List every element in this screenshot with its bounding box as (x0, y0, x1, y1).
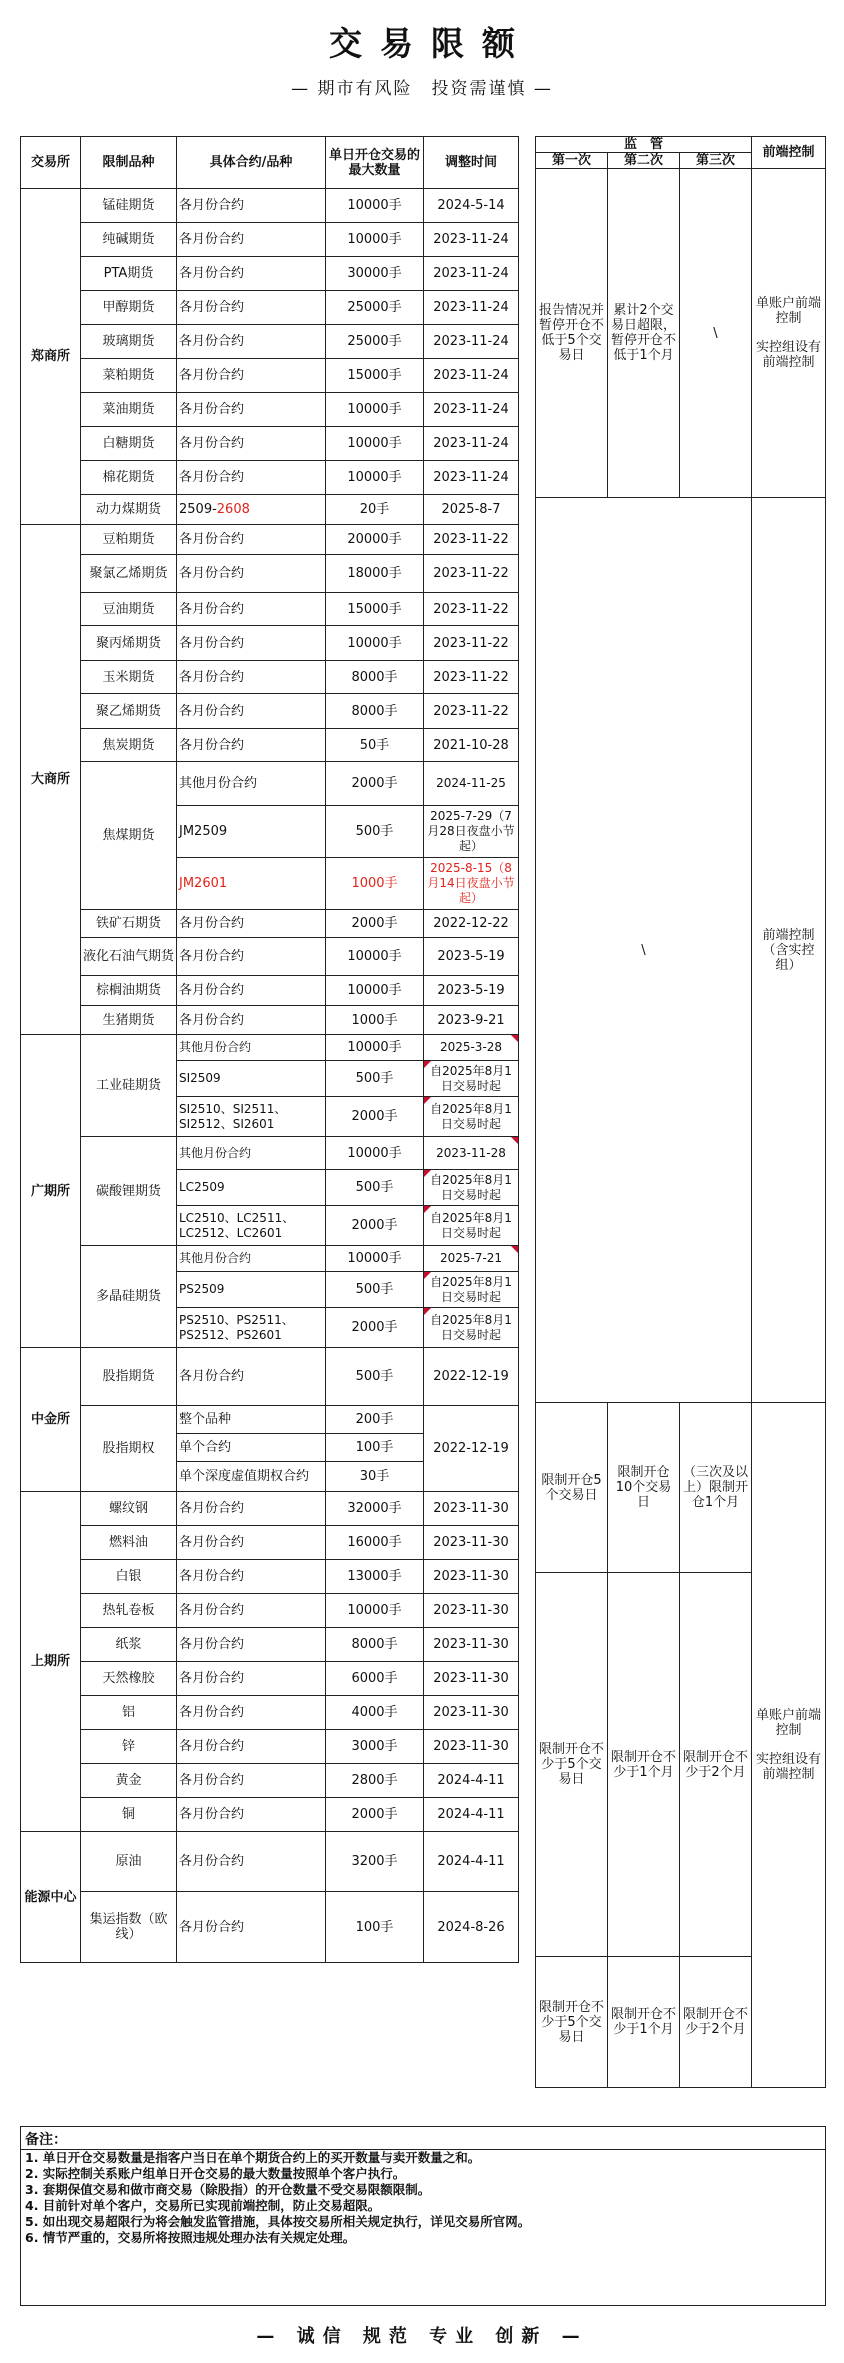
daily-limit: 500手 (326, 1170, 424, 1206)
zce-front-control (752, 169, 826, 498)
adjust-date: 2024-11-25 (424, 762, 519, 806)
note-item: 3. 套期保值交易和做市商交易（除股指）的开仓数量不受交易限额限制。 (25, 2182, 431, 2197)
contract-name: 各月份合约 (177, 427, 326, 461)
product-name: PTA期货 (81, 257, 177, 291)
table-row (21, 762, 519, 806)
table-row (21, 694, 519, 729)
exchange-ine: 能源中心 (21, 1832, 81, 1963)
table-row (21, 1560, 519, 1594)
table-row (21, 525, 519, 555)
shfe-first-offense: 限制开仓不少于5个交易日 (536, 1573, 608, 1957)
product-name: 棉花期货 (81, 461, 177, 495)
adjust-date: 2023-11-24 (424, 393, 519, 427)
adjust-date: 2025-3-28 (424, 1035, 519, 1061)
contract-name: PS2510、PS2511、PS2512、PS2601 (177, 1308, 326, 1348)
contract-name: 各月份合约 (177, 189, 326, 223)
first-offense-header: 第一次 (536, 153, 608, 169)
contract-end-highlight: 2608 (216, 502, 250, 517)
product-name: 原油 (81, 1832, 177, 1892)
contract-name: 各月份合约 (177, 1730, 326, 1764)
table-row (21, 427, 519, 461)
adjust-date: 2024-5-14 (424, 189, 519, 223)
daily-limit: 2000手 (326, 1308, 424, 1348)
product-name: 热轧卷板 (81, 1594, 177, 1628)
limits-table-body (21, 137, 519, 1963)
adjust-date: 2023-11-30 (424, 1628, 519, 1662)
contract-name: 各月份合约 (177, 1764, 326, 1798)
contract-name: 各月份合约 (177, 1492, 326, 1526)
product-name: 碳酸锂期货 (81, 1137, 177, 1246)
adjust-date: 自2025年8月1日交易时起 (424, 1170, 519, 1206)
daily-limit: 30手 (326, 1462, 424, 1492)
contract-name: 其他月份合约 (177, 762, 326, 806)
daily-limit: 30000手 (326, 257, 424, 291)
adjust-date: 2022-12-19 (424, 1348, 519, 1406)
table-row (21, 1832, 519, 1892)
contract-name: 各月份合约 (177, 291, 326, 325)
cffex-second-offense: 限制开仓10个交易日 (608, 1403, 680, 1573)
exchange-dce: 大商所 (21, 525, 81, 1035)
daily-limit: 2800手 (326, 1764, 424, 1798)
product-name: 铝 (81, 1696, 177, 1730)
contract-name: 各月份合约 (177, 1798, 326, 1832)
daily-limit: 500手 (326, 1061, 424, 1097)
product-name: 白银 (81, 1560, 177, 1594)
table-row (21, 461, 519, 495)
daily-limit: 10000手 (326, 1246, 424, 1272)
daily-limit: 2000手 (326, 762, 424, 806)
adjust-date: 2024-4-11 (424, 1832, 519, 1892)
product-name: 股指期权 (81, 1406, 177, 1492)
adjust-date: 自2025年8月1日交易时起 (424, 1061, 519, 1097)
adjust-date: 2023-11-22 (424, 661, 519, 694)
product-name: 豆油期货 (81, 593, 177, 626)
contract-name: 各月份合约 (177, 661, 326, 694)
daily-limit: 10000手 (326, 626, 424, 661)
product-name: 菜油期货 (81, 393, 177, 427)
daily-limit: 4000手 (326, 1696, 424, 1730)
adjust-date: 2023-11-30 (424, 1492, 519, 1526)
product-name: 聚氯乙烯期货 (81, 555, 177, 593)
table-row (21, 359, 519, 393)
daily-limit: 10000手 (326, 1137, 424, 1170)
daily-limit: 25000手 (326, 325, 424, 359)
contract-name: 各月份合约 (177, 461, 326, 495)
column-header: 具体合约/品种 (177, 137, 326, 189)
adjust-date: 2024-4-11 (424, 1764, 519, 1798)
contract-name: 各月份合约 (177, 1560, 326, 1594)
product-name: 甲醇期货 (81, 291, 177, 325)
contract-name: JM2509 (177, 806, 326, 858)
daily-limit: 1000手 (326, 858, 424, 910)
note-item: 5. 如出现交易超限行为将会触发监管措施，具体按交易所相关规定执行，详见交易所官网。 (25, 2214, 531, 2229)
table-row (21, 1594, 519, 1628)
adjust-date: 2023-11-24 (424, 223, 519, 257)
product-name: 动力煤期货 (81, 495, 177, 525)
adjust-date: 2023-11-24 (424, 427, 519, 461)
adjust-date: 2025-8-15（8月14日夜盘小节起） (424, 858, 519, 910)
adjust-date: 2025-7-29（7月28日夜盘小节起） (424, 806, 519, 858)
contract-name: 各月份合约 (177, 938, 326, 976)
note-item: 4. 目前针对单个客户，交易所已实现前端控制，防止交易超限。 (25, 2198, 381, 2213)
adjust-date: 自2025年8月1日交易时起 (424, 1097, 519, 1137)
contract-name: 各月份合约 (177, 1892, 326, 1963)
daily-limit: 10000手 (326, 976, 424, 1006)
column-header: 调整时间 (424, 137, 519, 189)
product-name: 燃料油 (81, 1526, 177, 1560)
contract-name: 各月份合约 (177, 525, 326, 555)
adjust-date: 自2025年8月1日交易时起 (424, 1206, 519, 1246)
table-row (21, 1730, 519, 1764)
product-name: 聚乙烯期货 (81, 694, 177, 729)
product-name: 集运指数（欧线） (81, 1892, 177, 1963)
cffex-first-offense: 限制开仓5个交易日 (536, 1403, 608, 1573)
table-row (21, 325, 519, 359)
adjust-date: 2023-11-30 (424, 1730, 519, 1764)
contract-name: 各月份合约 (177, 729, 326, 762)
daily-limit: 8000手 (326, 1628, 424, 1662)
product-name: 白糖期货 (81, 427, 177, 461)
contract-name: 各月份合约 (177, 223, 326, 257)
zce-second-offense: 累计2个交易日超限，暂停开仓不低于1个月 (608, 169, 680, 498)
table-row (21, 291, 519, 325)
contract-name (177, 495, 326, 525)
shfe-third-offense: 限制开仓不少于2个月 (680, 1573, 752, 1957)
adjust-date: 2023-11-22 (424, 525, 519, 555)
contract-name: 各月份合约 (177, 1662, 326, 1696)
table-row (21, 1696, 519, 1730)
table-row (21, 938, 519, 976)
adjust-date: 2021-10-28 (424, 729, 519, 762)
product-name: 焦煤期货 (81, 762, 177, 910)
exchange-shfe: 上期所 (21, 1492, 81, 1832)
product-name: 铁矿石期货 (81, 910, 177, 938)
table-row (21, 223, 519, 257)
note-item: 1. 单日开仓交易数量是指客户当日在单个期货合约上的买开数量与卖开数量之和。 (25, 2150, 481, 2165)
product-name: 豆粕期货 (81, 525, 177, 555)
table-row (21, 1246, 519, 1272)
adjust-date: 2025-7-21 (424, 1246, 519, 1272)
contract-name: 各月份合约 (177, 593, 326, 626)
contract-name: LC2510、LC2511、LC2512、LC2601 (177, 1206, 326, 1246)
contract-start: 2509- (179, 502, 217, 517)
table-row (21, 1526, 519, 1560)
daily-limit: 20000手 (326, 525, 424, 555)
exchange-gfex: 广期所 (21, 1035, 81, 1348)
adjust-date: 2023-11-22 (424, 626, 519, 661)
contract-name: 各月份合约 (177, 626, 326, 661)
daily-limit: 2000手 (326, 910, 424, 938)
contract-name: 各月份合约 (177, 910, 326, 938)
adjust-date: 2023-11-30 (424, 1662, 519, 1696)
daily-limit: 500手 (326, 806, 424, 858)
zce-third-offense: \ (680, 169, 752, 498)
lower-front-control-b: 实控组设有前端控制 (755, 1752, 821, 1782)
adjust-date: 2023-11-24 (424, 359, 519, 393)
contract-name: SI2509 (177, 1061, 326, 1097)
adjust-date: 2023-11-24 (424, 461, 519, 495)
daily-limit: 3200手 (326, 1832, 424, 1892)
table-row (21, 593, 519, 626)
daily-limit: 6000手 (326, 1662, 424, 1696)
adjust-date: 2022-12-19 (424, 1406, 519, 1492)
second-offense-header: 第二次 (608, 153, 680, 169)
daily-limit: 50手 (326, 729, 424, 762)
product-name: 工业硅期货 (81, 1035, 177, 1137)
table-row (21, 1348, 519, 1406)
contract-name: LC2509 (177, 1170, 326, 1206)
table-row (21, 976, 519, 1006)
adjust-date: 2023-5-19 (424, 938, 519, 976)
adjust-date: 2025-8-7 (424, 495, 519, 525)
product-name: 纸浆 (81, 1628, 177, 1662)
table-row (21, 1137, 519, 1170)
table-row (21, 1764, 519, 1798)
table-row (21, 137, 519, 189)
daily-limit: 15000手 (326, 593, 424, 626)
contract-name: 其他月份合约 (177, 1246, 326, 1272)
product-name: 多晶硅期货 (81, 1246, 177, 1348)
daily-limit: 100手 (326, 1892, 424, 1963)
adjust-date: 自2025年8月1日交易时起 (424, 1308, 519, 1348)
product-name: 棕榈油期货 (81, 976, 177, 1006)
table-row (21, 495, 519, 525)
contract-name: 各月份合约 (177, 1526, 326, 1560)
daily-limit: 2000手 (326, 1798, 424, 1832)
product-name: 锰硅期货 (81, 189, 177, 223)
regulation-table (535, 136, 826, 2088)
contract-name: 各月份合约 (177, 359, 326, 393)
product-name: 玻璃期货 (81, 325, 177, 359)
daily-limit: 3000手 (326, 1730, 424, 1764)
daily-limit: 2000手 (326, 1097, 424, 1137)
daily-limit: 10000手 (326, 427, 424, 461)
contract-name: 各月份合约 (177, 393, 326, 427)
daily-limit: 16000手 (326, 1526, 424, 1560)
table-row (21, 729, 519, 762)
adjust-date: 2023-11-22 (424, 694, 519, 729)
daily-limit: 10000手 (326, 223, 424, 257)
footer-slogan: — 诚信 规范 专业 创新 — (256, 2326, 588, 2347)
third-offense-header: 第三次 (680, 153, 752, 169)
notes-heading: 备注： (21, 2127, 825, 2150)
daily-limit: 500手 (326, 1348, 424, 1406)
contract-name: 各月份合约 (177, 1696, 326, 1730)
adjust-date: 2023-11-22 (424, 593, 519, 626)
table-row (21, 1892, 519, 1963)
note-item: 2. 实际控制关系账户组单日开仓交易的最大数量按照单个客户执行。 (25, 2166, 406, 2181)
daily-limit: 200手 (326, 1406, 424, 1434)
daily-limit: 10000手 (326, 1594, 424, 1628)
table-row (21, 1035, 519, 1061)
product-name: 液化石油气期货 (81, 938, 177, 976)
contract-name: 整个品种 (177, 1406, 326, 1434)
adjust-date: 2023-11-24 (424, 325, 519, 359)
lower-front-control (752, 1403, 826, 2088)
dce-gfex-supervision: \ (536, 498, 752, 1403)
table-row (21, 910, 519, 938)
product-name: 生猪期货 (81, 1006, 177, 1035)
ine-first-offense: 限制开仓不少于5个交易日 (536, 1957, 608, 2088)
product-name: 菜粕期货 (81, 359, 177, 393)
adjust-date: 2023-11-24 (424, 291, 519, 325)
contract-name: 各月份合约 (177, 257, 326, 291)
column-header: 交易所 (21, 137, 81, 189)
table-row (21, 555, 519, 593)
adjust-date: 2023-9-21 (424, 1006, 519, 1035)
lower-front-control-a: 单账户前端控制 (755, 1708, 821, 1738)
daily-limit: 10000手 (326, 461, 424, 495)
adjust-date: 2023-11-30 (424, 1696, 519, 1730)
daily-limit: 13000手 (326, 1560, 424, 1594)
contract-name: 各月份合约 (177, 1628, 326, 1662)
daily-limit: 500手 (326, 1272, 424, 1308)
daily-limit: 8000手 (326, 694, 424, 729)
contract-name: 各月份合约 (177, 1348, 326, 1406)
contract-name: SI2510、SI2511、SI2512、SI2601 (177, 1097, 326, 1137)
adjust-date: 2022-12-22 (424, 910, 519, 938)
notes-box (20, 2126, 826, 2306)
page-title: 交易限额 (329, 24, 533, 63)
daily-limit: 25000手 (326, 291, 424, 325)
note-item: 6. 情节严重的，交易所将按照违规处理办法有关规定处理。 (25, 2230, 356, 2245)
zce-front-control-a: 单账户前端控制 (755, 296, 821, 326)
daily-limit: 10000手 (326, 1035, 424, 1061)
daily-limit: 10000手 (326, 938, 424, 976)
daily-limit: 10000手 (326, 393, 424, 427)
product-name: 聚丙烯期货 (81, 626, 177, 661)
page-subtitle: — 期市有风险 投资需谨慎 — (291, 79, 553, 99)
adjust-date: 2023-11-30 (424, 1526, 519, 1560)
product-name: 焦炭期货 (81, 729, 177, 762)
table-row (21, 1006, 519, 1035)
adjust-date: 2023-11-28 (424, 1137, 519, 1170)
front-control-header: 前端控制 (752, 137, 826, 169)
adjust-date: 2023-11-30 (424, 1560, 519, 1594)
product-name: 螺纹钢 (81, 1492, 177, 1526)
table-row (21, 626, 519, 661)
adjust-date: 2024-4-11 (424, 1798, 519, 1832)
adjust-date: 2024-8-26 (424, 1892, 519, 1963)
adjust-date: 2023-5-19 (424, 976, 519, 1006)
table-row (21, 393, 519, 427)
table-row (21, 257, 519, 291)
contract-name: JM2601 (177, 858, 326, 910)
contract-name: 各月份合约 (177, 1594, 326, 1628)
contract-name: 各月份合约 (177, 555, 326, 593)
adjust-date: 2023-11-22 (424, 555, 519, 593)
column-header: 限制品种 (81, 137, 177, 189)
table-row (21, 189, 519, 223)
ine-third-offense: 限制开仓不少于2个月 (680, 1957, 752, 2088)
daily-limit: 1000手 (326, 1006, 424, 1035)
contract-name: 单个合约 (177, 1434, 326, 1462)
cffex-third-offense: （三次及以上）限制开仓1个月 (680, 1403, 752, 1573)
table-row (21, 1406, 519, 1434)
product-name: 黄金 (81, 1764, 177, 1798)
product-name: 玉米期货 (81, 661, 177, 694)
exchange-cffex: 中金所 (21, 1348, 81, 1492)
table-row (21, 1662, 519, 1696)
table-row (21, 1628, 519, 1662)
daily-limit: 2000手 (326, 1206, 424, 1246)
contract-name: 其他月份合约 (177, 1035, 326, 1061)
exchange-zce: 郑商所 (21, 189, 81, 525)
contract-name: 各月份合约 (177, 1006, 326, 1035)
product-name: 纯碱期货 (81, 223, 177, 257)
product-name: 天然橡胶 (81, 1662, 177, 1696)
product-name: 锌 (81, 1730, 177, 1764)
product-name: 股指期货 (81, 1348, 177, 1406)
daily-limit: 15000手 (326, 359, 424, 393)
adjust-date: 2023-11-30 (424, 1594, 519, 1628)
product-name: 铜 (81, 1798, 177, 1832)
contract-name: 各月份合约 (177, 694, 326, 729)
zce-front-control-b: 实控组设有前端控制 (755, 340, 821, 370)
table-row (21, 661, 519, 694)
daily-limit: 20手 (326, 495, 424, 525)
dce-gfex-front-control: 前端控制（含实控组） (752, 498, 826, 1403)
daily-limit: 32000手 (326, 1492, 424, 1526)
table-row (21, 1798, 519, 1832)
daily-limit: 18000手 (326, 555, 424, 593)
ine-second-offense: 限制开仓不少于1个月 (608, 1957, 680, 2088)
adjust-date: 2023-11-24 (424, 257, 519, 291)
column-header: 单日开仓交易的最大数量 (326, 137, 424, 189)
contract-name: 各月份合约 (177, 325, 326, 359)
contract-name: 单个深度虚值期权合约 (177, 1462, 326, 1492)
contract-name: 其他月份合约 (177, 1137, 326, 1170)
daily-limit: 100手 (326, 1434, 424, 1462)
contract-name: 各月份合约 (177, 976, 326, 1006)
zce-first-offense: 报告情况并暂停开仓不低于5个交易日 (536, 169, 608, 498)
adjust-date: 自2025年8月1日交易时起 (424, 1272, 519, 1308)
table-row (21, 1492, 519, 1526)
limits-table (20, 136, 519, 1963)
contract-name: 各月份合约 (177, 1832, 326, 1892)
daily-limit: 8000手 (326, 661, 424, 694)
daily-limit: 10000手 (326, 189, 424, 223)
notes-list (21, 2150, 825, 2246)
shfe-second-offense: 限制开仓不少于1个月 (608, 1573, 680, 1957)
supervision-header: 监 管 (536, 137, 752, 153)
contract-name: PS2509 (177, 1272, 326, 1308)
